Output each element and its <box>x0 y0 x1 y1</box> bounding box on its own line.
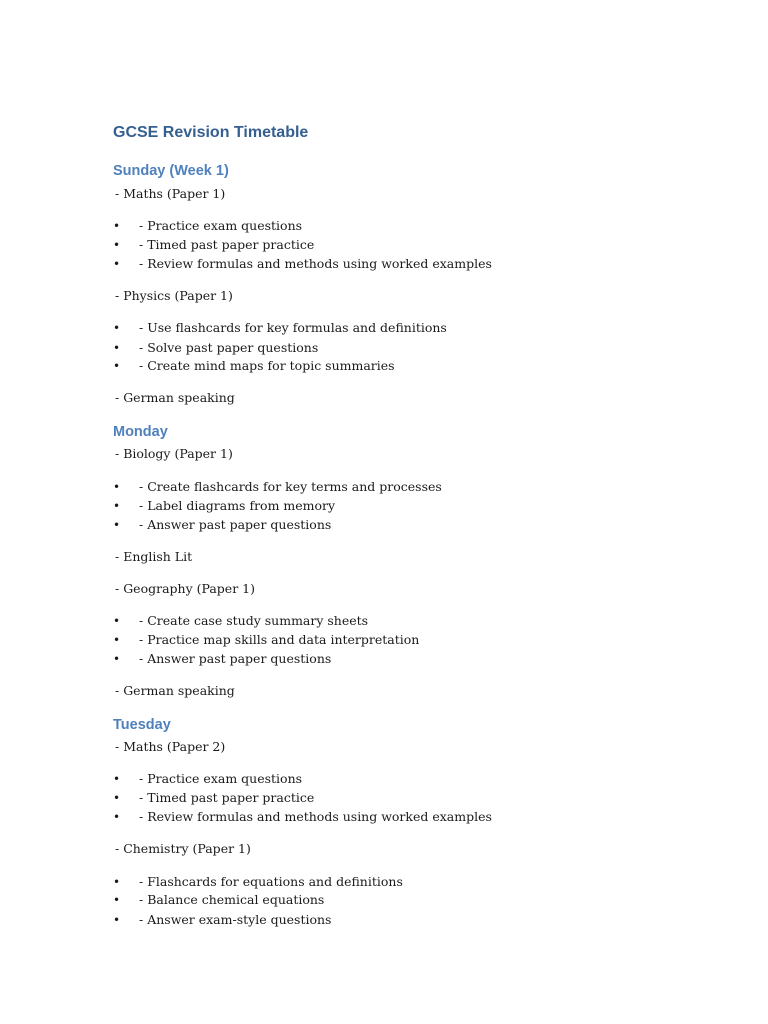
list-item-text: - Balance chemical equations <box>139 892 325 907</box>
list-item-text: - Practice exam questions <box>139 771 303 786</box>
bullet-icon: • <box>113 913 121 927</box>
list-item-text: - Timed past paper practice <box>139 790 315 805</box>
list-item-text: - Create flashcards for key terms and processes <box>139 479 442 494</box>
list-item-text: - Practice map skills and data interpretation <box>139 632 420 647</box>
bullet-icon: • <box>113 341 121 355</box>
subject-german-speaking: - German speaking <box>115 683 235 698</box>
day-heading-monday: Monday <box>113 424 168 440</box>
bullet-icon: • <box>113 652 121 666</box>
subject-chemistry-paper-1: - Chemistry (Paper 1) <box>115 841 251 856</box>
list-item-text: - Answer exam-style questions <box>139 912 332 927</box>
list-item-text: - Create mind maps for topic summaries <box>139 358 395 373</box>
list-item-text: - Label diagrams from memory <box>139 498 336 513</box>
bullet-icon: • <box>113 359 121 373</box>
bullet-icon: • <box>113 518 121 532</box>
subject-german-speaking: - German speaking <box>115 390 235 405</box>
bullet-icon: • <box>113 238 121 252</box>
list-item-text: - Solve past paper questions <box>139 340 319 355</box>
subject-english-lit: - English Lit <box>115 549 193 564</box>
list-item-text: - Answer past paper questions <box>139 517 332 532</box>
subject-maths-paper-1: - Maths (Paper 1) <box>115 186 226 201</box>
list-item-text: - Create case study summary sheets <box>139 613 369 628</box>
bullet-icon: • <box>113 875 121 889</box>
document-title: GCSE Revision Timetable <box>113 124 309 141</box>
bullet-icon: • <box>113 633 121 647</box>
bullet-icon: • <box>113 893 121 907</box>
bullet-icon: • <box>113 219 121 233</box>
list-item-text: - Practice exam questions <box>139 218 303 233</box>
bullet-icon: • <box>113 321 121 335</box>
list-item-text: - Use flashcards for key formulas and definitions <box>139 320 447 335</box>
bullet-icon: • <box>113 772 121 786</box>
list-item-text: - Answer past paper questions <box>139 651 332 666</box>
day-heading-tuesday: Tuesday <box>113 717 171 733</box>
list-item-text: - Timed past paper practice <box>139 237 315 252</box>
subject-physics-paper-1: - Physics (Paper 1) <box>115 288 233 303</box>
subject-maths-paper-2: - Maths (Paper 2) <box>115 739 226 754</box>
list-item-text: - Review formulas and methods using worked examples <box>139 256 492 271</box>
bullet-icon: • <box>113 791 121 805</box>
bullet-icon: • <box>113 810 121 824</box>
bullet-icon: • <box>113 257 121 271</box>
bullet-icon: • <box>113 499 121 513</box>
subject-biology-paper-1: - Biology (Paper 1) <box>115 446 233 461</box>
subject-geography-paper-1: - Geography (Paper 1) <box>115 581 255 596</box>
day-heading-sunday: Sunday (Week 1) <box>113 163 229 179</box>
list-item-text: - Review formulas and methods using worked examples <box>139 809 492 824</box>
bullet-icon: • <box>113 480 121 494</box>
bullet-icon: • <box>113 614 121 628</box>
list-item-text: - Flashcards for equations and definitions <box>139 874 403 889</box>
